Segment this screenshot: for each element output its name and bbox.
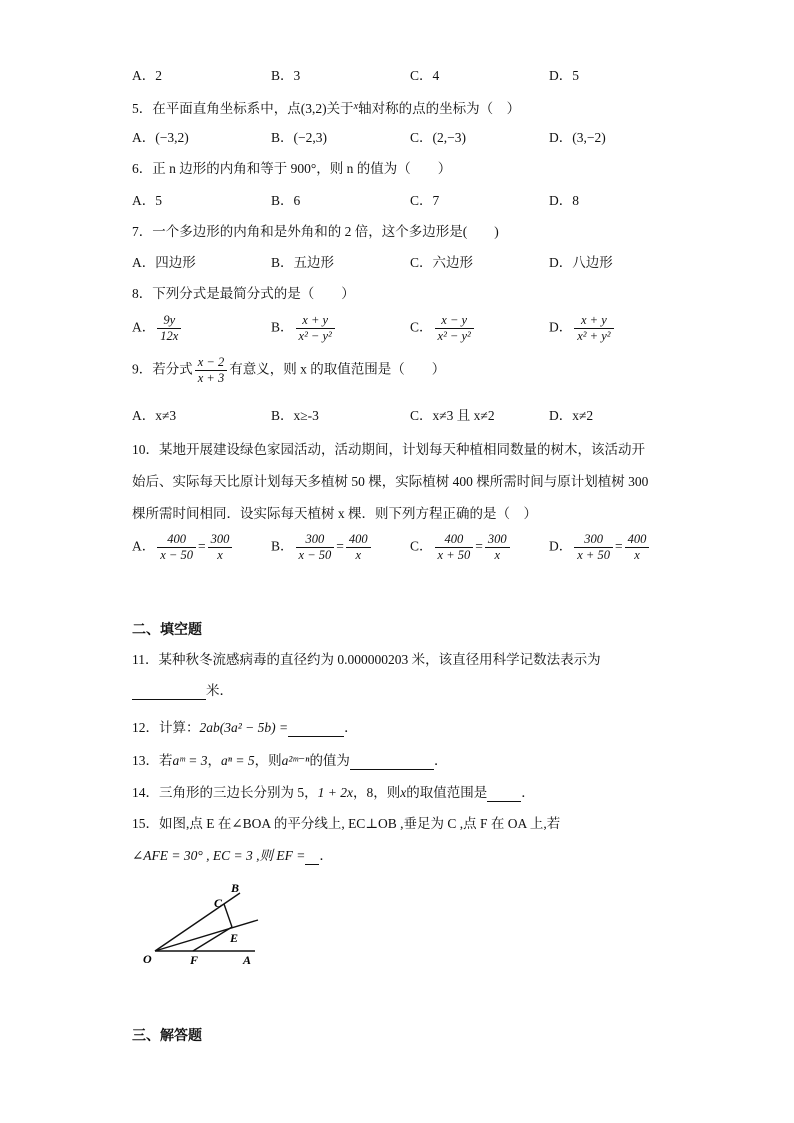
q11-answer-blank[interactable] bbox=[132, 685, 206, 700]
label-b: B bbox=[231, 881, 240, 895]
section-2-title: 二、填空题 bbox=[132, 622, 202, 638]
q7-option-b: B．五边形 bbox=[271, 255, 335, 270]
q9-option-b: B．x≥-3 bbox=[271, 408, 319, 423]
q5-option-d: D．(3,−2) bbox=[549, 130, 606, 145]
q13-line: 13．若aᵐ = 3，aⁿ = 5，则a²ᵐ⁻ⁿ的值为 ． bbox=[132, 753, 448, 768]
q15-answer-blank[interactable] bbox=[305, 850, 319, 865]
q6-option-c: C．7 bbox=[410, 193, 440, 208]
q9-option-d: D．x≠2 bbox=[549, 408, 594, 423]
q6-option-d: D．8 bbox=[549, 193, 579, 208]
q8-option-d: D． $\frac{x + y}{\text{x² + y²}}$ bbox=[549, 313, 616, 344]
q7-option-c: C．六边形 bbox=[410, 255, 474, 270]
q6-stem: 6．正 n 边形的内角和等于 900°，则 n 的值为（ ） bbox=[132, 161, 452, 176]
q9-stem: 9．若分式 $\frac{x - 2}{x + 3}$ 有意义，则 x 的取值范围是（ ） bbox=[132, 355, 446, 385]
q5-option-b: B．(−2,3) bbox=[271, 130, 327, 145]
q9-option-c: C．x≠3 且 x≠2 bbox=[410, 408, 495, 423]
q5-option-a: A．(−3,2) bbox=[132, 130, 189, 145]
q14-line: 14．三角形的三边长分别为 5，1 + 2x，8，则x的取值范围是 ． bbox=[132, 785, 535, 800]
q10-option-d: D． $\frac{300}{x + 50}$ = $\frac{400}{x}$ bbox=[549, 532, 651, 563]
segment-ef bbox=[193, 927, 232, 951]
q10-option-a: A． $\frac{400}{x - 50}$ = $\frac{300}{x}$ bbox=[132, 532, 234, 563]
q5-option-c: C．(2,−3) bbox=[410, 130, 466, 145]
label-c: C bbox=[214, 896, 223, 910]
q7-option-a: A．四边形 bbox=[132, 255, 196, 270]
q4-option-a: A．2 bbox=[132, 68, 162, 83]
label-a: A bbox=[243, 953, 252, 967]
ray-ob bbox=[155, 893, 240, 951]
q15-line-1: 15．如图,点 E 在∠BOA 的平分线上, EC⊥OB ,垂足为 C ,点 F 在 OA 上,若 bbox=[132, 816, 561, 831]
q6-option-a: A．5 bbox=[132, 193, 162, 208]
q10-stem-line-3: 棵所需时间相同．设实际每天植树 x 棵．则下列方程正确的是（ ） bbox=[132, 506, 537, 521]
q8-option-b: B． $\frac{x + y}{\text{x² − y²}}$ bbox=[271, 313, 337, 344]
q7-option-d: D．八边形 bbox=[549, 255, 613, 270]
q11-line-1: 11．某种秋冬流感病毒的直径约为 0.000000203 米，该直径用科学记数法表示为 bbox=[132, 652, 601, 667]
q12-line: 12．计算：2ab(3a² − 5b) = ． bbox=[132, 720, 358, 735]
q15-line-2: ∠AFE = 30° , EC = 3 ,则 EF = ． bbox=[132, 848, 333, 863]
segment-ec bbox=[224, 904, 232, 927]
q7-stem: 7．一个多边形的内角和是外角和的 2 倍，这个多边形是( ) bbox=[132, 224, 499, 239]
q4-option-b: B．3 bbox=[271, 68, 301, 83]
q14-answer-blank[interactable] bbox=[487, 787, 521, 802]
q8-option-c: C． $\frac{x - y}{\text{x² − y²}}$ bbox=[410, 313, 476, 344]
q6-option-b: B．6 bbox=[271, 193, 301, 208]
q5-stem: 5．在平面直角坐标系中，点(3,2)关于$^x$轴对称的点的坐标为（ ） bbox=[132, 101, 521, 116]
q10-option-b: B． $\frac{300}{x - 50}$ = $\frac{400}{x}$ bbox=[271, 532, 373, 563]
q10-option-c: C． $\frac{400}{x + 50}$ = $\frac{300}{x}$ bbox=[410, 532, 512, 563]
label-o: O bbox=[143, 952, 152, 966]
q4-option-d: D．5 bbox=[549, 68, 579, 83]
q10-stem-line-2: 始后、实际每天比原计划每天多植树 50 棵，实际植树 400 棵所需时间与原计划植树 300 bbox=[132, 474, 649, 489]
q8-stem: 8．下列分式是最简分式的是（ ） bbox=[132, 286, 355, 301]
q10-stem-line-1: 10．某地开展建设绿色家园活动，活动期间，计划每天种植相同数量的树木，该活动开 bbox=[132, 442, 645, 457]
label-f: F bbox=[190, 953, 199, 967]
q12-answer-blank[interactable] bbox=[288, 722, 344, 737]
q4-option-c: C．4 bbox=[410, 68, 440, 83]
angle-bisector-line bbox=[155, 920, 258, 951]
section-3-title: 三、解答题 bbox=[132, 1028, 202, 1044]
q8-option-a: A． $\frac{9y}{12x}$ bbox=[132, 313, 183, 344]
label-e: E bbox=[230, 931, 239, 945]
q15-geometry-figure bbox=[140, 880, 270, 970]
q11-line-2: 米． bbox=[132, 682, 233, 700]
q9-option-a: A．x≠3 bbox=[132, 408, 177, 423]
q13-answer-blank[interactable] bbox=[350, 755, 434, 770]
